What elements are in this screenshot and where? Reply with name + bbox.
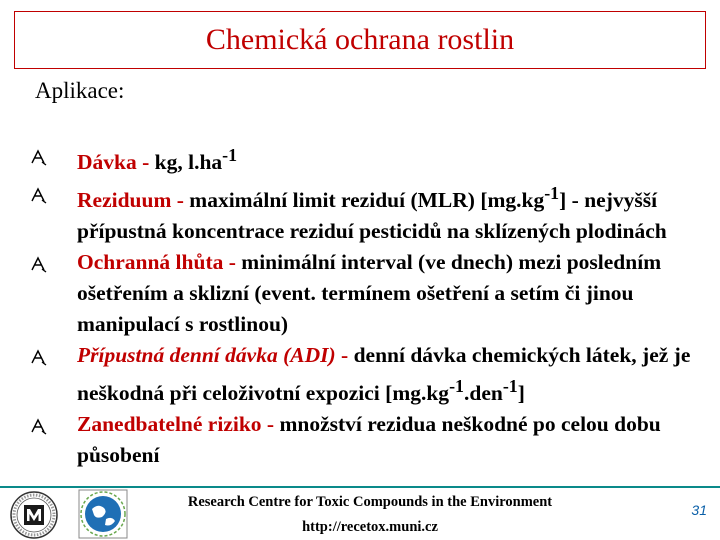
list-item [0,247,720,340]
superscript: -1 [222,145,238,165]
separator: - [223,250,242,275]
list-item [0,340,720,409]
separator: - [171,188,190,213]
bullet-list [0,140,720,471]
footer-organization: Research Centre for Toxic Compounds in the Environment [187,494,553,510]
definition: množství rezidua neškodné po celou dobu působení [77,412,661,468]
pen-nib-icon [29,186,47,204]
slide-title: Chemická ochrana rostlin [205,23,515,56]
superscript: -1 [544,183,560,204]
definition: maximální limit reziduí (MLR) [mg.kg [189,188,545,213]
page-number: 31 [691,502,707,518]
pen-nib-icon [29,148,47,166]
pen-nib-icon [29,348,47,366]
subtitle: Aplikace: [35,78,125,103]
recetox-globe-logo [78,489,128,539]
term: Ochranná lhůta [77,250,224,275]
separator: - [335,343,354,368]
pen-nib-icon [29,417,47,435]
list-item [0,178,720,247]
separator: - [261,412,280,437]
definition: denní dávka chemických látek, jež je neškodná při celoživotní expozici [mg.kg [77,343,691,406]
definition: ] [517,381,525,406]
pen-nib-icon [29,255,47,273]
masaryk-university-seal [10,491,58,539]
term: Reziduum [77,188,172,213]
footer-divider [0,486,720,488]
title-box [14,11,706,69]
definition: minimální interval (ve dnech) mezi posledním ošetřením a sklizní (event. termínem ošetření a setím či jinou manipulací s rostlinou) [77,250,662,337]
separator: - [136,150,155,175]
list-item [0,409,720,471]
footer-url-link[interactable]: http://recetox.muni.cz [302,519,438,535]
term: Dávka [77,150,137,175]
superscript: -1 [502,376,518,397]
list-item [0,140,720,178]
term: Zanedbatelné riziko [77,412,262,437]
definition: .den [463,381,503,406]
definition: ] - nejvyšší přípustná koncentrace reziduí pesticidů na sklízených plodinách [77,188,667,244]
term: Přípustná denní dávka (ADI) [77,343,336,368]
superscript: -1 [449,376,464,397]
definition: kg, l.ha [154,150,223,175]
